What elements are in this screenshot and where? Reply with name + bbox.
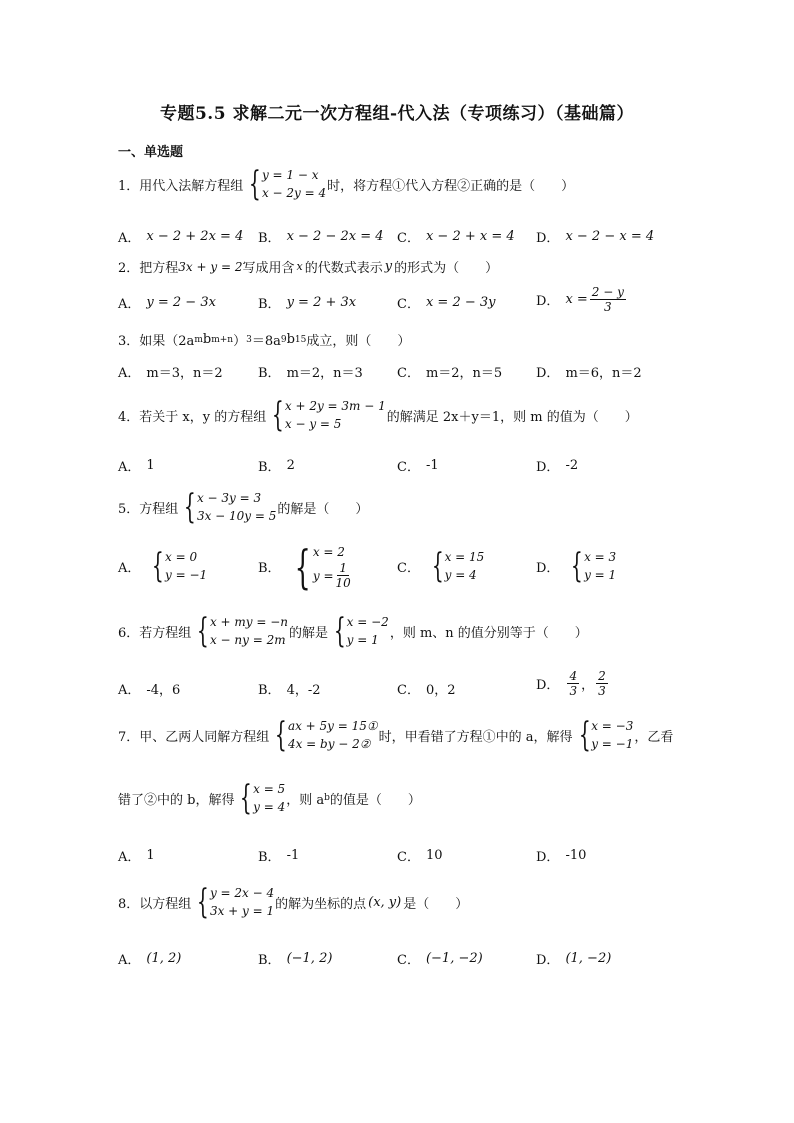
equation-system: { ax + 5y = 15① 4x = by − 2② bbox=[275, 715, 378, 755]
option-b[interactable]: B． 2 bbox=[258, 458, 295, 475]
question-number: 6． bbox=[118, 625, 140, 641]
option-a[interactable]: A． m＝3，n＝2 bbox=[118, 366, 223, 381]
solution-system: { x = −3 y = −1 bbox=[578, 715, 634, 755]
question-1 bbox=[118, 166, 574, 202]
question-7 bbox=[118, 717, 673, 753]
option-a[interactable]: A． y = 2 − 3x bbox=[118, 295, 216, 312]
question-text: 以方程组 bbox=[139, 896, 192, 912]
brace-icon: { bbox=[249, 164, 262, 204]
page-title: 专题5.5 求解二元一次方程组-代入法（专项练习）（基础篇） bbox=[159, 104, 635, 124]
option-b[interactable]: B． -1 bbox=[258, 848, 300, 865]
option-c[interactable]: C． 0，2 bbox=[397, 683, 456, 698]
equation-system: { x + 2y = 3m − 1 x − y = 5 bbox=[272, 395, 386, 435]
question-text: 时，甲看错了方程①中的 a，解得 bbox=[378, 729, 573, 745]
option-d[interactable]: D． -2 bbox=[536, 458, 579, 475]
question-text: ，乙看 bbox=[634, 729, 674, 745]
question-text: ，则 m、n 的值分别等于（ ） bbox=[389, 625, 588, 641]
equation-line: y = 1 − x bbox=[261, 168, 319, 182]
brace-icon: { bbox=[333, 611, 346, 651]
option-a[interactable]: A． x − 2 + 2x = 4 bbox=[118, 229, 244, 246]
equation-system bbox=[244, 166, 326, 202]
question-number: 3． bbox=[118, 334, 140, 349]
option-b[interactable]: B． 4，-2 bbox=[258, 683, 321, 698]
question-text: 把方程 bbox=[139, 261, 179, 276]
question-text: 的形式为（ ） bbox=[394, 261, 499, 276]
option-a[interactable]: A． -4，6 bbox=[118, 683, 181, 698]
question-text: 甲、乙两人同解方程组 bbox=[139, 729, 270, 745]
option-b[interactable]: B． { x = 2 y = $\frac{1}{10}$ bbox=[258, 539, 351, 594]
equation: 3x + y = 2 bbox=[178, 259, 243, 274]
question-5 bbox=[118, 489, 368, 525]
solution-system: { x = 5 y = 4 bbox=[240, 778, 286, 818]
option-d[interactable]: D． (1, −2) bbox=[536, 951, 612, 968]
question-number: 5． bbox=[118, 501, 140, 517]
question-4 bbox=[118, 397, 638, 433]
question-text: 的解是 bbox=[289, 625, 329, 641]
option-c[interactable]: C． 10 bbox=[397, 848, 443, 865]
question-text: 的解是（ ） bbox=[277, 501, 369, 517]
brace-icon: { bbox=[197, 882, 210, 922]
question-3: 3． 如果（2a m b m+n ） 3 ＝8a 9 b 15 成立，则（ ） bbox=[118, 332, 411, 349]
option-b[interactable]: B． y = 2 + 3x bbox=[258, 295, 357, 312]
section-heading: 一、单选题 bbox=[118, 145, 184, 160]
brace-icon: { bbox=[197, 611, 210, 651]
fraction: $\frac{2 - y}{3}$ bbox=[591, 285, 624, 314]
question-6 bbox=[118, 613, 588, 649]
equation-line: x − 2y = 4 bbox=[261, 186, 327, 200]
question-text: 用代入法解方程组 bbox=[139, 178, 244, 194]
equation-system: { y = 2x − 4 3x + y = 1 bbox=[197, 882, 275, 922]
option-b[interactable]: B． m＝2，n＝3 bbox=[258, 366, 363, 381]
question-7-continued: 错了②中的 b，解得 { x = 5 y = 4 ，则 a b 的值是（ ） bbox=[118, 778, 421, 818]
option-d[interactable]: D． $\frac{4}{3}$ ， $\frac{2}{3}$ bbox=[536, 669, 606, 698]
variable: y bbox=[384, 259, 393, 274]
option-d[interactable]: D． { x = 3 y = 1 bbox=[536, 546, 617, 586]
option-a[interactable]: A． (1, 2) bbox=[118, 951, 182, 968]
option-c[interactable]: C． m＝2，n＝5 bbox=[397, 366, 503, 381]
question-2 bbox=[118, 257, 498, 276]
option-a[interactable]: A． { x = 0 y = −1 bbox=[118, 546, 208, 586]
option-d[interactable]: D． -10 bbox=[536, 848, 587, 865]
option-c[interactable]: C． (−1, −2) bbox=[397, 951, 483, 968]
question-text: 时，将方程①代入方程②正确的是（ ） bbox=[327, 178, 575, 194]
point: (x, y) bbox=[368, 894, 402, 910]
option-c[interactable]: C． { x = 15 y = 4 bbox=[397, 546, 485, 586]
question-text: 若关于 x，y 的方程组 bbox=[139, 409, 267, 425]
equation-system: { x − 3y = 3 3x − 10y = 5 bbox=[184, 487, 277, 527]
brace-icon: { bbox=[272, 395, 285, 435]
brace-icon: { bbox=[578, 715, 591, 755]
option-a[interactable]: A． 1 bbox=[118, 848, 155, 865]
brace-icon: { bbox=[240, 778, 253, 818]
option-d[interactable]: D． x − 2 − x = 4 bbox=[536, 229, 655, 246]
option-d[interactable]: D． m＝6，n＝2 bbox=[536, 366, 642, 381]
option-c[interactable]: C． x = 2 − 3y bbox=[397, 295, 496, 312]
option-a[interactable]: A． 1 bbox=[118, 458, 155, 475]
question-number: 1． bbox=[118, 178, 140, 194]
question-text: 写成用含 bbox=[242, 261, 295, 276]
question-text: 错了②中的 b，解得 bbox=[118, 792, 235, 808]
question-text: 的解为坐标的点 bbox=[275, 896, 367, 912]
option-c[interactable]: C． -1 bbox=[397, 458, 439, 475]
solution-system: { x = −2 y = 1 bbox=[333, 611, 389, 651]
question-text: 的解满足 2x＋y＝1，则 m 的值为（ ） bbox=[386, 409, 638, 425]
variable: x bbox=[296, 260, 303, 273]
question-text: 方程组 bbox=[139, 501, 179, 517]
brace-icon: { bbox=[275, 715, 288, 755]
brace-icon: { bbox=[184, 487, 197, 527]
question-number: 4． bbox=[118, 409, 140, 425]
question-text: 若方程组 bbox=[139, 625, 192, 641]
option-c[interactable]: C． x − 2 + x = 4 bbox=[397, 229, 515, 246]
question-8 bbox=[118, 884, 468, 920]
option-b[interactable]: B． x − 2 − 2x = 4 bbox=[258, 229, 384, 246]
question-number: 8． bbox=[118, 896, 140, 912]
option-b[interactable]: B． (−1, 2) bbox=[258, 951, 333, 968]
equation-system: { x + my = −n x − ny = 2m bbox=[197, 611, 289, 651]
question-number: 7． bbox=[118, 729, 140, 745]
option-d[interactable]: D． x = $\frac{2 - y}{3}$ bbox=[536, 285, 624, 314]
question-text: 的代数式表示 bbox=[304, 261, 383, 276]
question-text: 是（ ） bbox=[403, 896, 469, 912]
question-number: 2． bbox=[118, 261, 140, 276]
